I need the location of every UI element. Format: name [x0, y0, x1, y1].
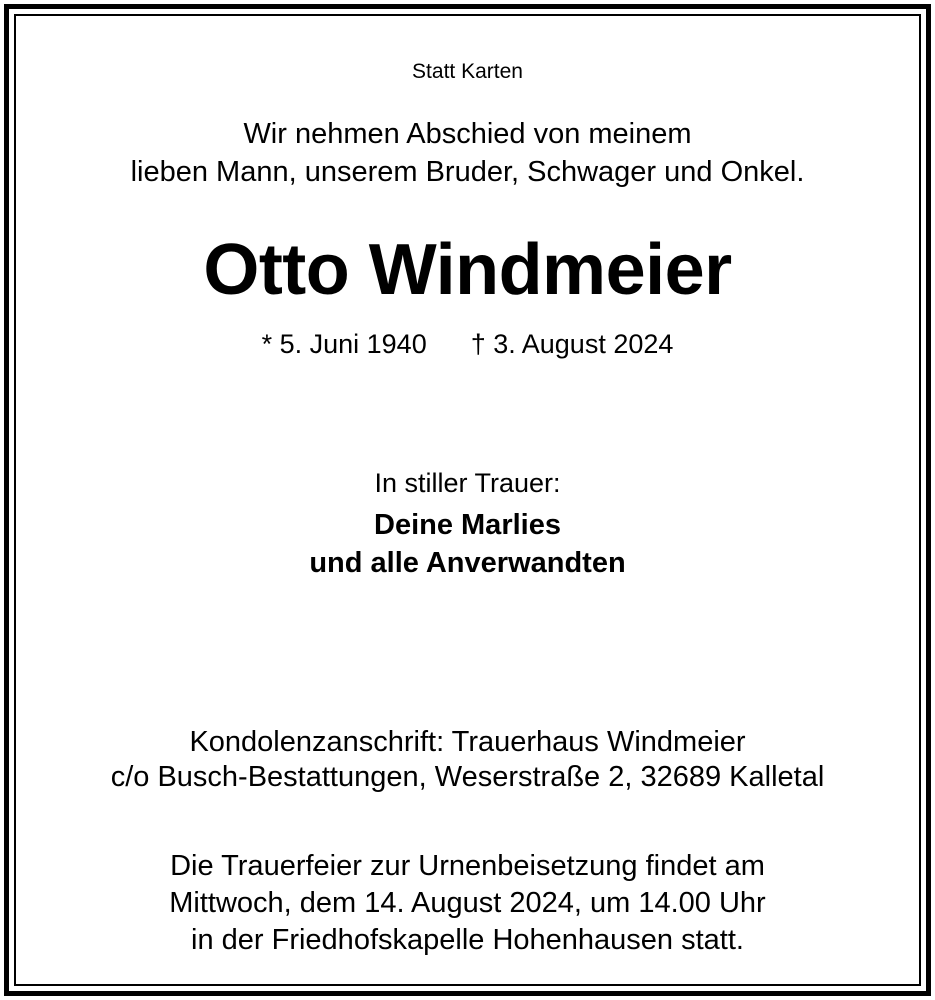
death-date: † 3. August 2024	[470, 329, 674, 359]
ceremony-line-1: Die Trauerfeier zur Urnenbeisetzung findet am	[170, 850, 765, 882]
farewell-line-2: lieben Mann, unserem Bruder, Schwager und Onkel.	[130, 156, 805, 188]
ceremony-line-3: in der Friedhofskapelle Hohenhausen statt.	[191, 924, 744, 956]
mourner-line-1: Deine Marlies	[374, 509, 561, 541]
condolence-address-line-1: Kondolenzanschrift: Trauerhaus Windmeier	[189, 726, 746, 758]
mourning-intro: In stiller Trauer:	[374, 468, 561, 498]
condolence-address-line-2: c/o Busch-Bestattungen, Weserstraße 2, 32689 Kalletal	[110, 761, 825, 793]
farewell-line-1: Wir nehmen Abschied von meinem	[243, 118, 692, 150]
birth-date: * 5. Juni 1940	[261, 329, 427, 359]
mourner-line-2: und alle Anverwandten	[309, 547, 626, 579]
header-statt-karten: Statt Karten	[412, 60, 523, 83]
deceased-name: Otto Windmeier	[203, 230, 732, 310]
ceremony-line-2: Mittwoch, dem 14. August 2024, um 14.00 Uhr	[169, 887, 766, 919]
life-dates	[0, 331, 935, 358]
